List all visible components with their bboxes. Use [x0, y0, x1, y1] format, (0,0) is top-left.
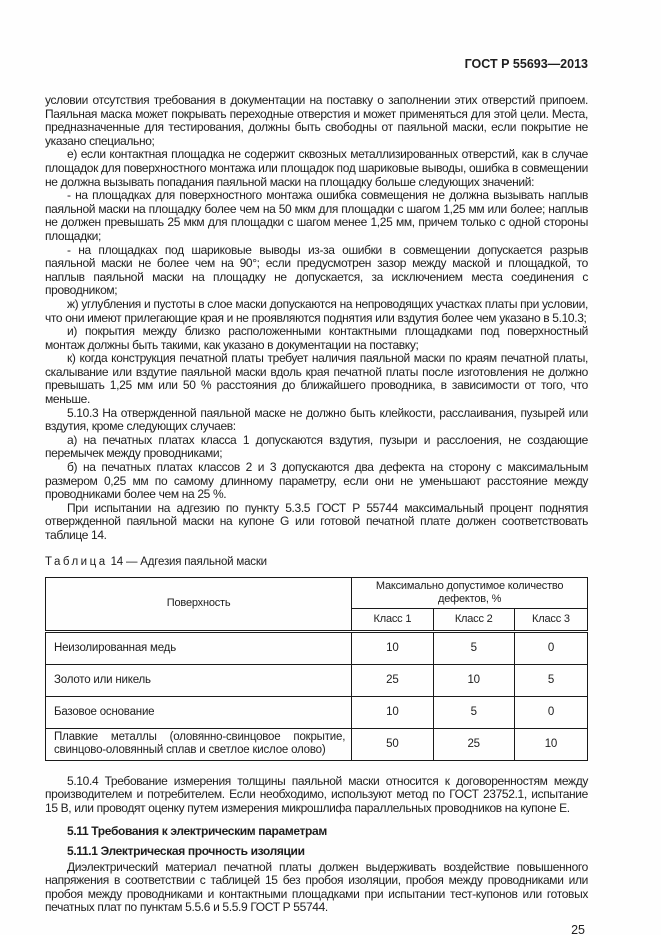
- adhesion-table-header: [46, 577, 588, 631]
- page-number: 25: [571, 922, 585, 935]
- adhesion-table: [45, 577, 588, 761]
- paragraph: - на площадках под шариковые выводы из-за ошибки в совмещении допускается разрыв паяльной маски не более чем на 90°; если предусмотрен зазор между маской и площадкой, то наплыв паяльной маски на площадку не допускается, за исключением места соединения с проводником;: [45, 242, 588, 298]
- defect-value-cell: 25: [433, 728, 514, 760]
- column-group-header-defects: Максимально допустимое количество дефектов, %: [352, 577, 588, 608]
- paragraph: - на площадках для поверхностного монтажа ошибка совмещения не должна вызывать наплыв паяльной маски на площадку более чем на 50 мкм для площадки с шагом 1,25 мм или более; наплыв не должен превышать 25 мкм для площадки с шагом менее 1,25 мм, причем только с одной стороны площадки;: [45, 188, 588, 243]
- defect-value-cell: 10: [514, 728, 587, 760]
- paragraph: условии отсутствия требования в документации на поставку о заполнении этих отверстий припоем. Паяльная маска может покрывать переходные отверстия и может применяться для этой цели. Места, предназначенные для тестирования, должны быть свободны от паяльной маски, если покрытие не указано специально;: [45, 93, 588, 148]
- table-caption-label: Таблица: [45, 555, 108, 568]
- surface-cell: Неизолированная медь: [46, 631, 352, 664]
- defect-value-cell: 5: [433, 631, 514, 664]
- section-heading: 5.11.1 Электрическая прочность изоляции: [67, 843, 305, 858]
- document-body-lower: [45, 775, 588, 915]
- defect-value-cell: 5: [514, 664, 587, 696]
- defect-value-cell: 25: [352, 664, 433, 696]
- paragraph: При испытании на адгезию по пункту 5.3.5 ГОСТ Р 55744 максимальный процент поднятия отвержденной паяльной маски на купоне G или готовой печатной плате должен соответствовать таблице 14.: [45, 500, 588, 542]
- paragraph: а) на печатных платах класса 1 допускаются вздутия, пузыри и расслоения, не создающие перемычек между проводниками;: [45, 432, 588, 461]
- column-header-class: Класс 3: [514, 608, 587, 631]
- defect-value-cell: 5: [433, 696, 514, 728]
- surface-cell: Базовое основание: [46, 696, 352, 728]
- paragraph: ж) углубления и пустоты в слое маски допускаются на непроводящих участках платы при условии, что они имеют прилегающие края и не проявляются поднятия или вздутия более чем указано в 5.10.3;: [45, 296, 588, 325]
- defect-value-cell: 0: [514, 631, 587, 664]
- table-caption-text: 14 — Адгезия паяльной маски: [110, 555, 267, 568]
- defect-value-cell: 10: [433, 664, 514, 696]
- paragraph: б) на печатных платах классов 2 и 3 допускаются два дефекта на сторону с максимальным размером 0,25 мм по самому длинному параметру, если они не уменьшают расстояние между проводниками более чем на 25 %.: [45, 460, 588, 502]
- document-body-upper: [45, 94, 588, 543]
- column-header-class: Класс 2: [433, 608, 514, 631]
- table-row: [46, 631, 588, 664]
- paragraph: и) покрытия между близко расположенными контактными площадками под поверхностный монтаж должны быть такими, как указано в документации на поставку;: [45, 324, 588, 352]
- adhesion-table-body: [46, 631, 588, 760]
- paragraph: 5.10.4 Требование измерения толщины паяльной маски относится к договоренностям между производителем и потребителем. Если необходимо, используют метод по ГОСТ 23752.1, испытание 15 В, или проводят оценку путем измерения микрошлифа параллельных проводников на купоне Е.: [45, 773, 588, 815]
- defect-value-cell: 10: [352, 631, 433, 664]
- running-header: ГОСТ Р 55693—2013: [464, 57, 588, 71]
- section-heading: 5.11 Требования к электрическим параметрам: [67, 824, 327, 839]
- table-caption: [45, 556, 588, 568]
- paragraph: е) если контактная площадка не содержит сквозных металлизированных отверстий, как в случае площадок для поверхностного монтажа или площадок под шариковые выводы, ошибка в совмещении не должна вызывать попадания паяльной маски на площадку больше следующих значений:: [45, 147, 588, 189]
- table-row: [46, 728, 588, 760]
- defect-value-cell: 50: [352, 728, 433, 760]
- column-header-class: Класс 1: [352, 608, 433, 631]
- paragraph: к) когда конструкция печатной платы требует наличия паяльной маски по краям печатной платы, скалывание или вздутие паяльной маски вдоль края печатной платы после изготовления не должно превышать 1,25 мм или 50 % расстояния до ближайшего проводника, в зависимости от того, что меньше.: [45, 351, 588, 407]
- surface-cell: Золото или никель: [46, 664, 352, 696]
- defect-value-cell: 0: [514, 696, 587, 728]
- paragraph: 5.10.3 На отвержденной паяльной маске не должно быть клейкости, расслаивания, пузырей или вздутия, кроме следующих случаев:: [45, 405, 588, 434]
- column-header-surface: Поверхность: [46, 577, 352, 631]
- paragraph: Диэлектрический материал печатной платы должен выдерживать воздействие повышенного напряжения в соответствии с таблицей 15 без пробоя изоляции, пробоя между проводниками или пробоя между проводниками и контактными площадками при испытании тест-купонов или готовых печатных плат по пунктам 5.5.6 и 5.5.9 ГОСТ Р 55744.: [45, 859, 588, 915]
- table-row: [46, 664, 588, 696]
- table-row: [46, 696, 588, 728]
- defect-value-cell: 10: [352, 696, 433, 728]
- surface-cell: Плавкие металлы (оловянно-свинцовое покрытие, свинцово-оловянный сплав и светлое кислое олово): [46, 728, 352, 760]
